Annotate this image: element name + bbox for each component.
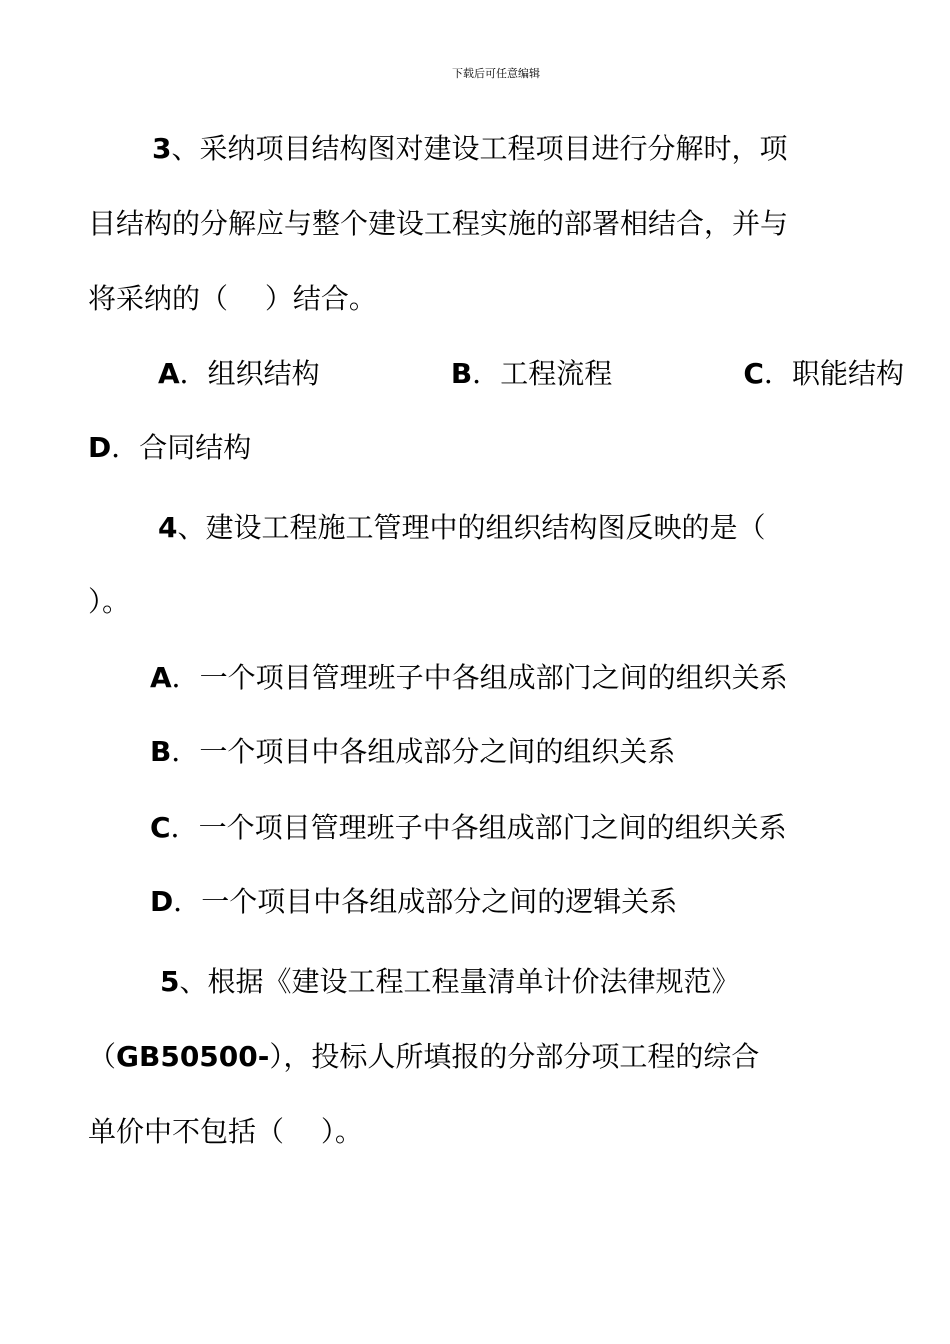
question-3-option-c: C．职能结构	[743, 357, 904, 390]
question-3-text-1: 、采纳项目结构图对建设工程项目进行分解时，项	[171, 132, 788, 165]
question-3-line-3: 将采纳的（ ）结合。	[88, 282, 377, 315]
question-3-line-1	[152, 129, 904, 169]
question-5-text-1: 、根据《建设工程工程量清单计价法律规范》	[179, 965, 740, 998]
question-4-option-a: A．一个项目管理班子中各组成部门之间的组织关系	[150, 661, 788, 694]
question-4-line-1	[158, 508, 904, 548]
question-4-number: 4	[158, 511, 178, 544]
question-3-options-row	[158, 354, 904, 394]
question-5-line-2: （GB50500-），投标人所填报的分部分项工程的综合	[88, 1040, 760, 1073]
question-3-option-d: D．合同结构	[88, 431, 252, 464]
question-3-option-a: A．组织结构	[158, 357, 320, 390]
question-5-line-3: 单价中不包括（ ）。	[88, 1115, 363, 1148]
question-5-number: 5	[160, 965, 180, 998]
question-4-option-b: B．一个项目中各组成部分之间的组织关系	[150, 735, 676, 768]
question-4-option-d: D．一个项目中各组成部分之间的逻辑关系	[150, 885, 678, 918]
question-3-option-b: B．工程流程	[450, 357, 613, 390]
question-5-line-1	[160, 962, 904, 1002]
page-header: 下载后可任意编辑	[452, 67, 540, 80]
question-4-text-1: 、建设工程施工管理中的组织结构图反映的是（	[177, 511, 766, 544]
question-3-line-2: 目结构的分解应与整个建设工程实施的部署相结合，并与	[88, 207, 789, 240]
standard-code: GB50500-	[116, 1040, 270, 1073]
question-3-number: 3	[152, 132, 172, 165]
question-4-line-2: ）。	[88, 585, 131, 618]
question-4-option-c: C．一个项目管理班子中各组成部门之间的组织关系	[150, 811, 787, 844]
